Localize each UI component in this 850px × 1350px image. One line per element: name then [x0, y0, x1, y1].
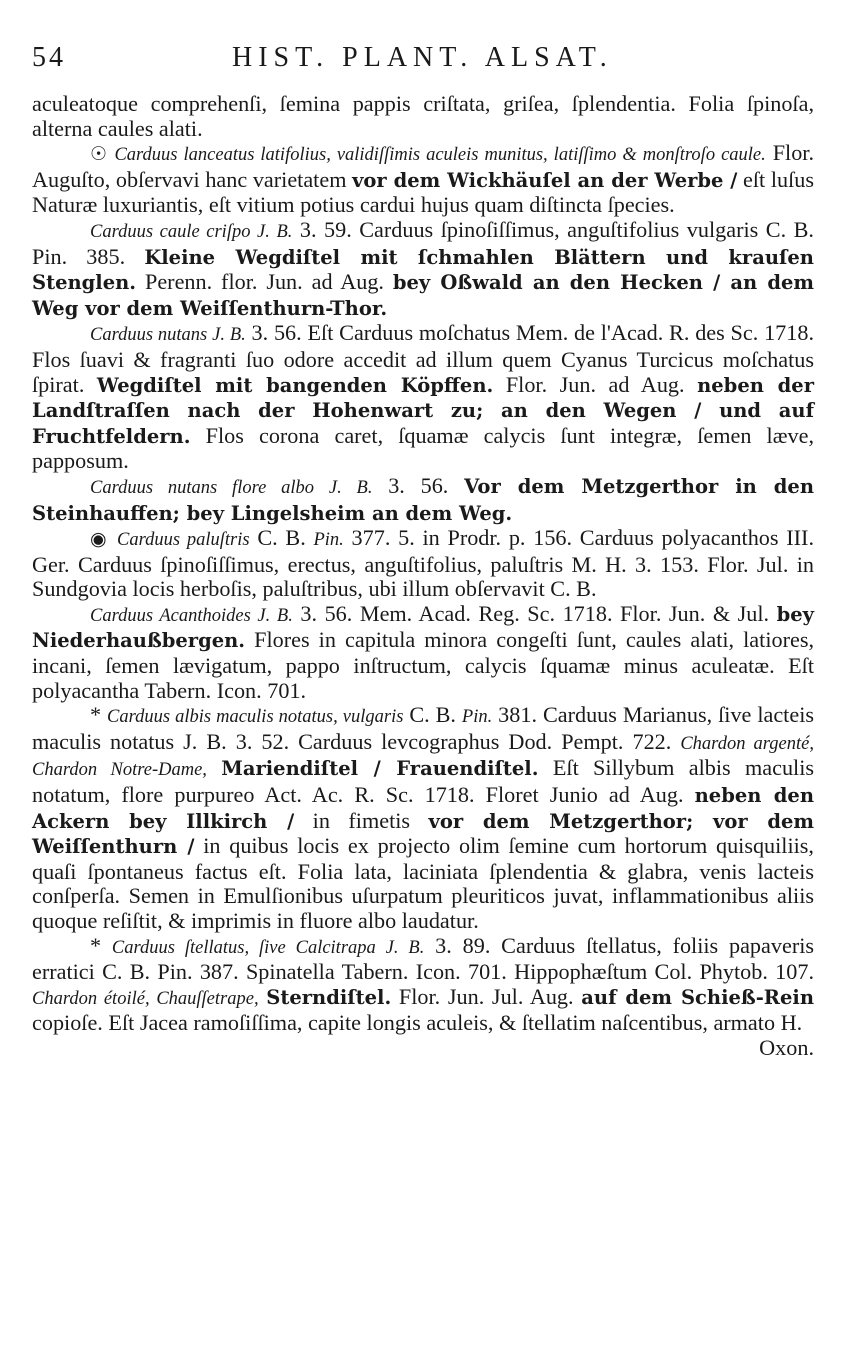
paragraph — [32, 92, 814, 141]
italic-run: Pin. — [313, 530, 344, 551]
italic-run: Carduus nutans J. B. — [90, 325, 246, 346]
text-run: 3. 56. Eſt Carduus moſchatus Mem. de l'Acad. R. des Sc. 1718. Flos ſuavi & fragranti ſuo odore accedit ad illum quem Cyanus Turcicus moſchatus ſpirat. — [32, 320, 814, 397]
text-run: aculeatoque comprehenſi, ſemina pappis criſtata, griſea, ſplendentia. Folia ſpinoſa, alterna caules alati. — [32, 91, 814, 141]
page-number: 54 — [32, 42, 66, 73]
blackletter-run: vor dem Wickhäuſel an der Werbe / — [352, 168, 738, 192]
text-run: Flores in capitula minora congeſti ſunt, caules alati, latiores, incani, ſemen lævigatum, pappo inſtructum, calycis ſquamæ minus aculeatæ. Eſt polyacantha Tabern. Icon. 701. — [32, 627, 814, 703]
text-run: copioſe. Eſt Jacea ramoſiſſima, capite longis aculeis, & ſtellatim naſcentibus, armato H. — [32, 1010, 803, 1036]
italic-run: Pin. — [461, 707, 493, 728]
text-run: C. B. — [403, 702, 462, 728]
paragraph — [32, 474, 814, 526]
running-head: HIST. PLANT. ALSAT. — [232, 42, 613, 73]
paragraph — [32, 934, 814, 1036]
text-run: 381. Carduus Marianus, ſive lacteis maculis notatus J. B. 3. 52. Carduus levcographus Dod. Pempt. 722. — [32, 702, 814, 754]
italic-run: Carduus nutans flore albo J. B. — [90, 477, 373, 498]
paragraph — [32, 141, 814, 218]
symbol-icon: ◉ — [90, 528, 117, 551]
text-run: 3. 56. — [372, 472, 465, 498]
text-run: Perenn. flor. Jun. ad Aug. — [136, 269, 393, 295]
text-run: Flor. Jun. ad Aug. — [493, 371, 698, 397]
blackletter-run: vor dem Metzgerthor; vor dem Weiſſenthurn / — [32, 809, 814, 859]
text-run — [207, 755, 221, 780]
text-run: Flor. Jun. Jul. Aug. — [391, 983, 582, 1009]
text-run: Flor. Auguſto, obſervavi hanc varietatem — [32, 140, 814, 192]
text-run: * — [90, 932, 112, 958]
italic-run: Carduus ſtellatus, ſive Calcitrapa J. B. — [111, 937, 425, 958]
italic-run: Carduus albis maculis notatus, vulgaris — [107, 707, 404, 728]
text-run: 3. 89. Carduus ſtellatus, foliis papaveris erratici C. B. Pin. 387. Spinatella Tabern. Icon. 701. Hippophæſtum Col. Phytob. 107. — [32, 932, 815, 985]
text-run: Eſt Sillybum albis maculis notatum, flore purpureo Act. Ac. R. Sc. 1718. Floret Junio ad Aug. — [32, 755, 815, 808]
text-run: eſt luſus Naturæ luxuriantis, eſt vitium potius cardui hujus quam diſtincta ſpecies. — [32, 166, 815, 218]
paragraph — [32, 218, 814, 321]
text-run: Flos corona caret, ſquamæ calycis ſunt integræ, ſemen læve, papposum. — [32, 422, 814, 474]
blackletter-run: bey Oßwald an den Hecken / an dem Weg vor dem Weiſſenthurn-Thor. — [32, 271, 814, 320]
italic-run: Carduus caule criſpo J. B. — [90, 221, 293, 242]
page-header — [32, 42, 810, 82]
italic-run: Carduus Acanthoides J. B. — [90, 605, 293, 626]
text-run: 377. 5. in Prodr. p. 156. Carduus polyacanthos III. Ger. Carduus ſpinoſiſſimus, erectus, anguſtifolius, paluſtris M. H. 3. 153. Flor. Jul. in Sundgovia locis herboſis, paluſtribus, ubi illum obſervavit C. B. — [32, 525, 814, 602]
last-line: Oxon. — [759, 1034, 814, 1060]
symbol-icon: ☉ — [90, 143, 115, 166]
blackletter-run: bey Niederhaußbergen. — [32, 602, 814, 653]
text-run: C. B. — [249, 525, 314, 551]
text-run: in fimetis — [294, 807, 429, 833]
blackletter-run: Sterndiſtel. — [266, 985, 392, 1009]
italic-run: Chardon argenté, Chardon Notre-Dame, — [32, 733, 814, 781]
paragraph — [32, 321, 814, 474]
blackletter-run: neben den Ackern bey Illkirch / — [32, 784, 814, 833]
text-run: 3. 56. Mem. Acad. Reg. Sc. 1718. Flor. Jun. & Jul. — [292, 600, 777, 626]
italic-run: Carduus lanceatus latifolius, validiſſimis aculeis munitus, latiſſimo & monſtroſo caule. — [114, 145, 766, 166]
italic-run: Chardon étoilé, Chauſſetrape, — [32, 988, 259, 1009]
paragraph — [32, 526, 814, 602]
blackletter-run: Wegdiſtel mit bangenden Köpffen. — [96, 373, 494, 397]
text-run: * — [90, 702, 108, 728]
italic-run: Carduus paluſtris — [117, 530, 250, 551]
paragraph — [32, 703, 814, 933]
text-run: 3. 59. Carduus ſpinoſiſſimus, anguſtifolius vulgaris C. B. Pin. 385. — [32, 216, 814, 269]
blackletter-run: Kleine Wegdiſtel mit ſchmahlen Blättern und krauſen Stenglen. — [32, 245, 814, 295]
paragraph — [32, 602, 814, 703]
text-run: in quibus locis ex projecto olim ſemine cum hortorum quisquiliis, quaſi ſpontaneus factus eſt. Folia lata, laciniata ſplendentia & glabra, venis lacteis conſperſa. Semen in Emulſionibus uſurpatum pleuriticos juvat, inflammationibus aliis quoque reſiſtit, & imprimis in fluore albo laudatur. — [32, 833, 814, 933]
blackletter-run: Mariendiſtel / Frauendiſtel. — [221, 757, 539, 781]
blackletter-run: auf dem Schieß-Rein — [581, 985, 814, 1009]
page-body — [32, 92, 814, 1061]
blackletter-run: Vor dem Metzgerthor in den Steinhauffen; bey Lingelsheim an dem Weg. — [32, 474, 815, 525]
blackletter-run: neben der Landſtraſſen nach der Hohenwart zu; an den Wegen / und auf Fruchtfeldern. — [32, 373, 814, 448]
